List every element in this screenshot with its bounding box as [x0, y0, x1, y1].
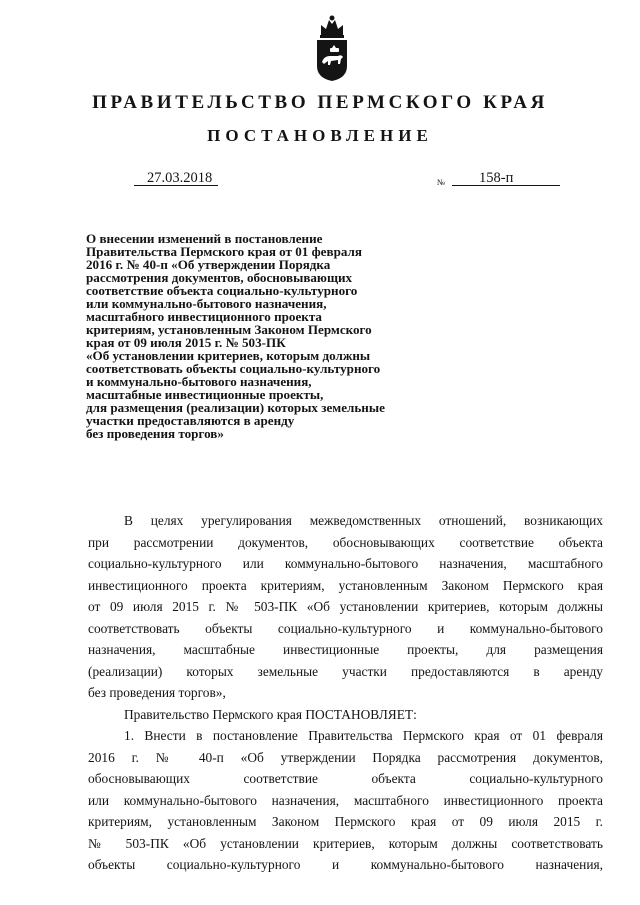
- body-line: 2016 г. № 40-п «Об утверждении Порядка рассмотрения документов,: [88, 749, 603, 765]
- document-number: 158-п: [479, 170, 514, 186]
- subject-line: 2016 г. № 40-п «Об утверждении Порядка: [86, 257, 331, 272]
- number-underline: [452, 185, 560, 186]
- subject-line: для размещения (реализации) которых земельные: [86, 400, 385, 415]
- subject-line: масштабные инвестиционные проекты,: [86, 387, 324, 402]
- subject-line: и коммунально-бытового назначения,: [86, 374, 312, 389]
- body-line: (реализации) которых земельные участки предоставляются в аренду: [88, 663, 603, 679]
- body-line: Правительство Пермского края ПОСТАНОВЛЯЕТ:: [124, 706, 417, 722]
- body-line: без проведения торгов»,: [88, 685, 226, 700]
- body-line: инвестиционного проекта критериям, установленным Законом Пермского края: [88, 577, 603, 593]
- body-line: соответствовать объекты социально-культурного и коммунально-бытового: [88, 620, 603, 636]
- body-line: при рассмотрении документов, обосновывающих соответствие объекта: [88, 534, 603, 550]
- coat-of-arms-icon: [313, 14, 351, 82]
- body-line: № 503-ПК «Об установлении критериев, которым должны соответствовать: [88, 835, 603, 851]
- document-type: ПОСТАНОВЛЕНИЕ: [207, 126, 433, 145]
- subject-line: края от 09 июля 2015 г. № 503-ПК: [86, 335, 286, 350]
- body-line: социально-культурного или коммунально-бытового назначения, масштабного: [88, 556, 603, 571]
- body-line: обосновывающих соответствие объекта социально-культурного: [88, 771, 603, 786]
- subject-line: без проведения торгов»: [86, 426, 224, 441]
- subject-line: участки предоставляются в аренду: [86, 413, 295, 428]
- date-underline: [134, 185, 218, 186]
- document-subject: [86, 232, 466, 440]
- body-line: назначения, масштабные инвестиционные проекты, для размещения: [88, 642, 603, 657]
- subject-line: соответствие объекта социально-культурного: [86, 283, 358, 298]
- subject-line: или коммунально-бытового назначения,: [86, 296, 327, 311]
- subject-line: рассмотрения документов, обосновывающих: [86, 270, 353, 285]
- government-title: ПРАВИТЕЛЬСТВО ПЕРМСКОГО КРАЯ: [92, 92, 548, 113]
- body-line: объекты социально-культурного и коммунально-бытового назначения,: [88, 857, 603, 872]
- subject-line: Правительства Пермского края от 01 февраля: [86, 244, 362, 259]
- body-line: от 09 июля 2015 г. № 503-ПК «Об установлении критериев, которым должны: [88, 599, 603, 614]
- number-sign: №: [437, 177, 446, 187]
- body-line: В целях урегулирования межведомственных отношений, возникающих: [124, 513, 603, 528]
- body-line: или коммунально-бытового назначения, масштабного инвестиционного проекта: [88, 792, 603, 808]
- document-body: [88, 510, 603, 876]
- body-line: критериям, установленным Законом Пермского края от 09 июля 2015 г.: [88, 814, 603, 829]
- subject-line: критериям, установленным Законом Пермского: [86, 322, 372, 337]
- subject-line: «Об установлении критериев, которым должны: [86, 348, 371, 363]
- subject-line: соответствовать объекты социально-культурного: [86, 361, 381, 376]
- body-line: 1. Внести в постановление Правительства Пермского края от 01 февраля: [124, 728, 603, 743]
- subject-line: О внесении изменений в постановление: [86, 231, 323, 246]
- document-date: 27.03.2018: [147, 170, 213, 186]
- subject-line: масштабного инвестиционного проекта: [86, 309, 322, 324]
